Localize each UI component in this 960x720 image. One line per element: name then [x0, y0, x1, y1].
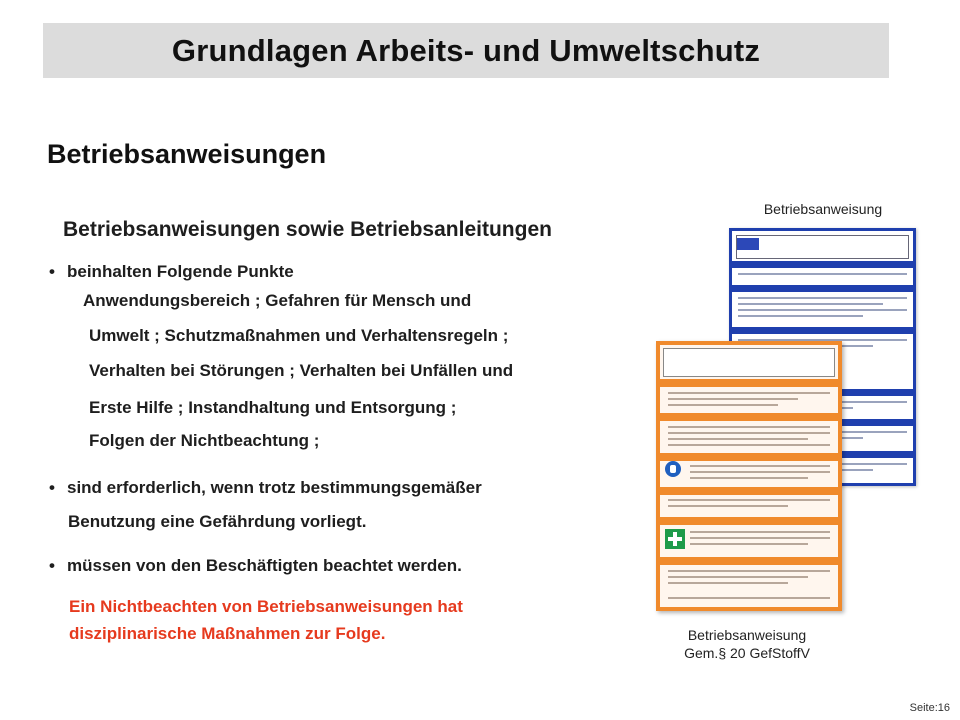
- bullet-text-2: sind erforderlich, wenn trotz bestimmungsgemäßer: [67, 478, 482, 497]
- title-bar: [43, 23, 889, 78]
- doc-text-row: [668, 499, 830, 501]
- bottom-caption-line: Betriebsanweisung: [687, 627, 807, 643]
- point-line: Umwelt ; Schutzmaßnahmen und Verhaltensregeln ;: [89, 326, 509, 345]
- section-title: Betriebsanweisungen: [47, 139, 327, 169]
- doc-section-bar: [660, 557, 838, 565]
- bullet-icon: •: [49, 556, 55, 575]
- doc-section-bar: [732, 285, 913, 292]
- first-aid-icon: [665, 529, 685, 549]
- bullet-continuation: Benutzung eine Gefährdung vorliegt.: [68, 512, 367, 531]
- doc-header-box: [663, 348, 835, 377]
- doc-text-row: [738, 273, 907, 275]
- warning-line: Ein Nichtbeachten von Betriebsanweisungen hat: [69, 597, 463, 616]
- doc-text-row: [668, 582, 788, 584]
- subheading: Betriebsanweisungen sowie Betriebsanleitungen: [63, 218, 552, 241]
- doc-text-row: [668, 404, 778, 406]
- doc-text-row: [668, 432, 830, 434]
- doc-text-row: [690, 537, 830, 539]
- doc-text-row: [690, 477, 808, 479]
- doc-text-row: [668, 438, 808, 440]
- warning-line: disziplinarische Maßnahmen zur Folge.: [69, 624, 386, 643]
- bullet-text-1: beinhalten Folgende Punkte: [67, 262, 294, 281]
- orange-operating-instruction-image: [656, 341, 842, 611]
- doc-text-row: [690, 471, 830, 473]
- doc-text-row: [738, 303, 883, 305]
- bullet-item-3: [49, 556, 462, 576]
- doc-text-row: [668, 597, 830, 599]
- doc-section-bar: [660, 413, 838, 421]
- doc-text-row: [668, 444, 830, 446]
- doc-section-bar: [660, 487, 838, 495]
- bullet-icon: •: [49, 262, 55, 281]
- bullet-item-2: [49, 478, 482, 498]
- point-line: Anwendungsbereich ; Gefahren für Mensch und: [83, 291, 472, 310]
- doc-section-bar: [732, 261, 913, 268]
- top-image-caption: Betriebsanweisung: [763, 201, 883, 217]
- bottom-image-caption: [672, 626, 822, 662]
- bullet-item-1: [49, 262, 294, 282]
- warning-text: [69, 593, 463, 647]
- page-number: Seite:16: [909, 702, 950, 714]
- logo-icon: [737, 238, 759, 250]
- doc-section-bar: [660, 517, 838, 525]
- doc-text-row: [668, 570, 830, 572]
- doc-header-box: [736, 235, 909, 259]
- bullet-text-3: müssen von den Beschäftigten beachtet werden.: [67, 556, 462, 575]
- doc-text-row: [690, 531, 830, 533]
- doc-text-row: [668, 505, 788, 507]
- doc-text-row: [738, 297, 907, 299]
- bullet-icon: •: [49, 478, 55, 497]
- point-line: Verhalten bei Störungen ; Verhalten bei Unfällen und: [89, 361, 514, 380]
- doc-text-row: [668, 392, 830, 394]
- doc-text-row: [690, 465, 830, 467]
- doc-text-row: [668, 426, 830, 428]
- doc-text-row: [668, 398, 798, 400]
- doc-text-row: [690, 543, 808, 545]
- page-title: Grundlagen Arbeits- und Umweltschutz: [171, 32, 761, 68]
- point-line: Erste Hilfe ; Instandhaltung und Entsorgung ;: [89, 398, 457, 417]
- point-line: Folgen der Nichtbeachtung ;: [89, 431, 320, 450]
- doc-section-bar: [660, 453, 838, 461]
- doc-section-bar: [732, 327, 913, 334]
- doc-section-bar: [660, 379, 838, 387]
- doc-text-row: [668, 576, 808, 578]
- bottom-caption-line: Gem.§ 20 GefStoffV: [684, 645, 810, 661]
- doc-text-row: [738, 309, 907, 311]
- protective-gloves-icon: [665, 461, 681, 477]
- doc-text-row: [738, 315, 863, 317]
